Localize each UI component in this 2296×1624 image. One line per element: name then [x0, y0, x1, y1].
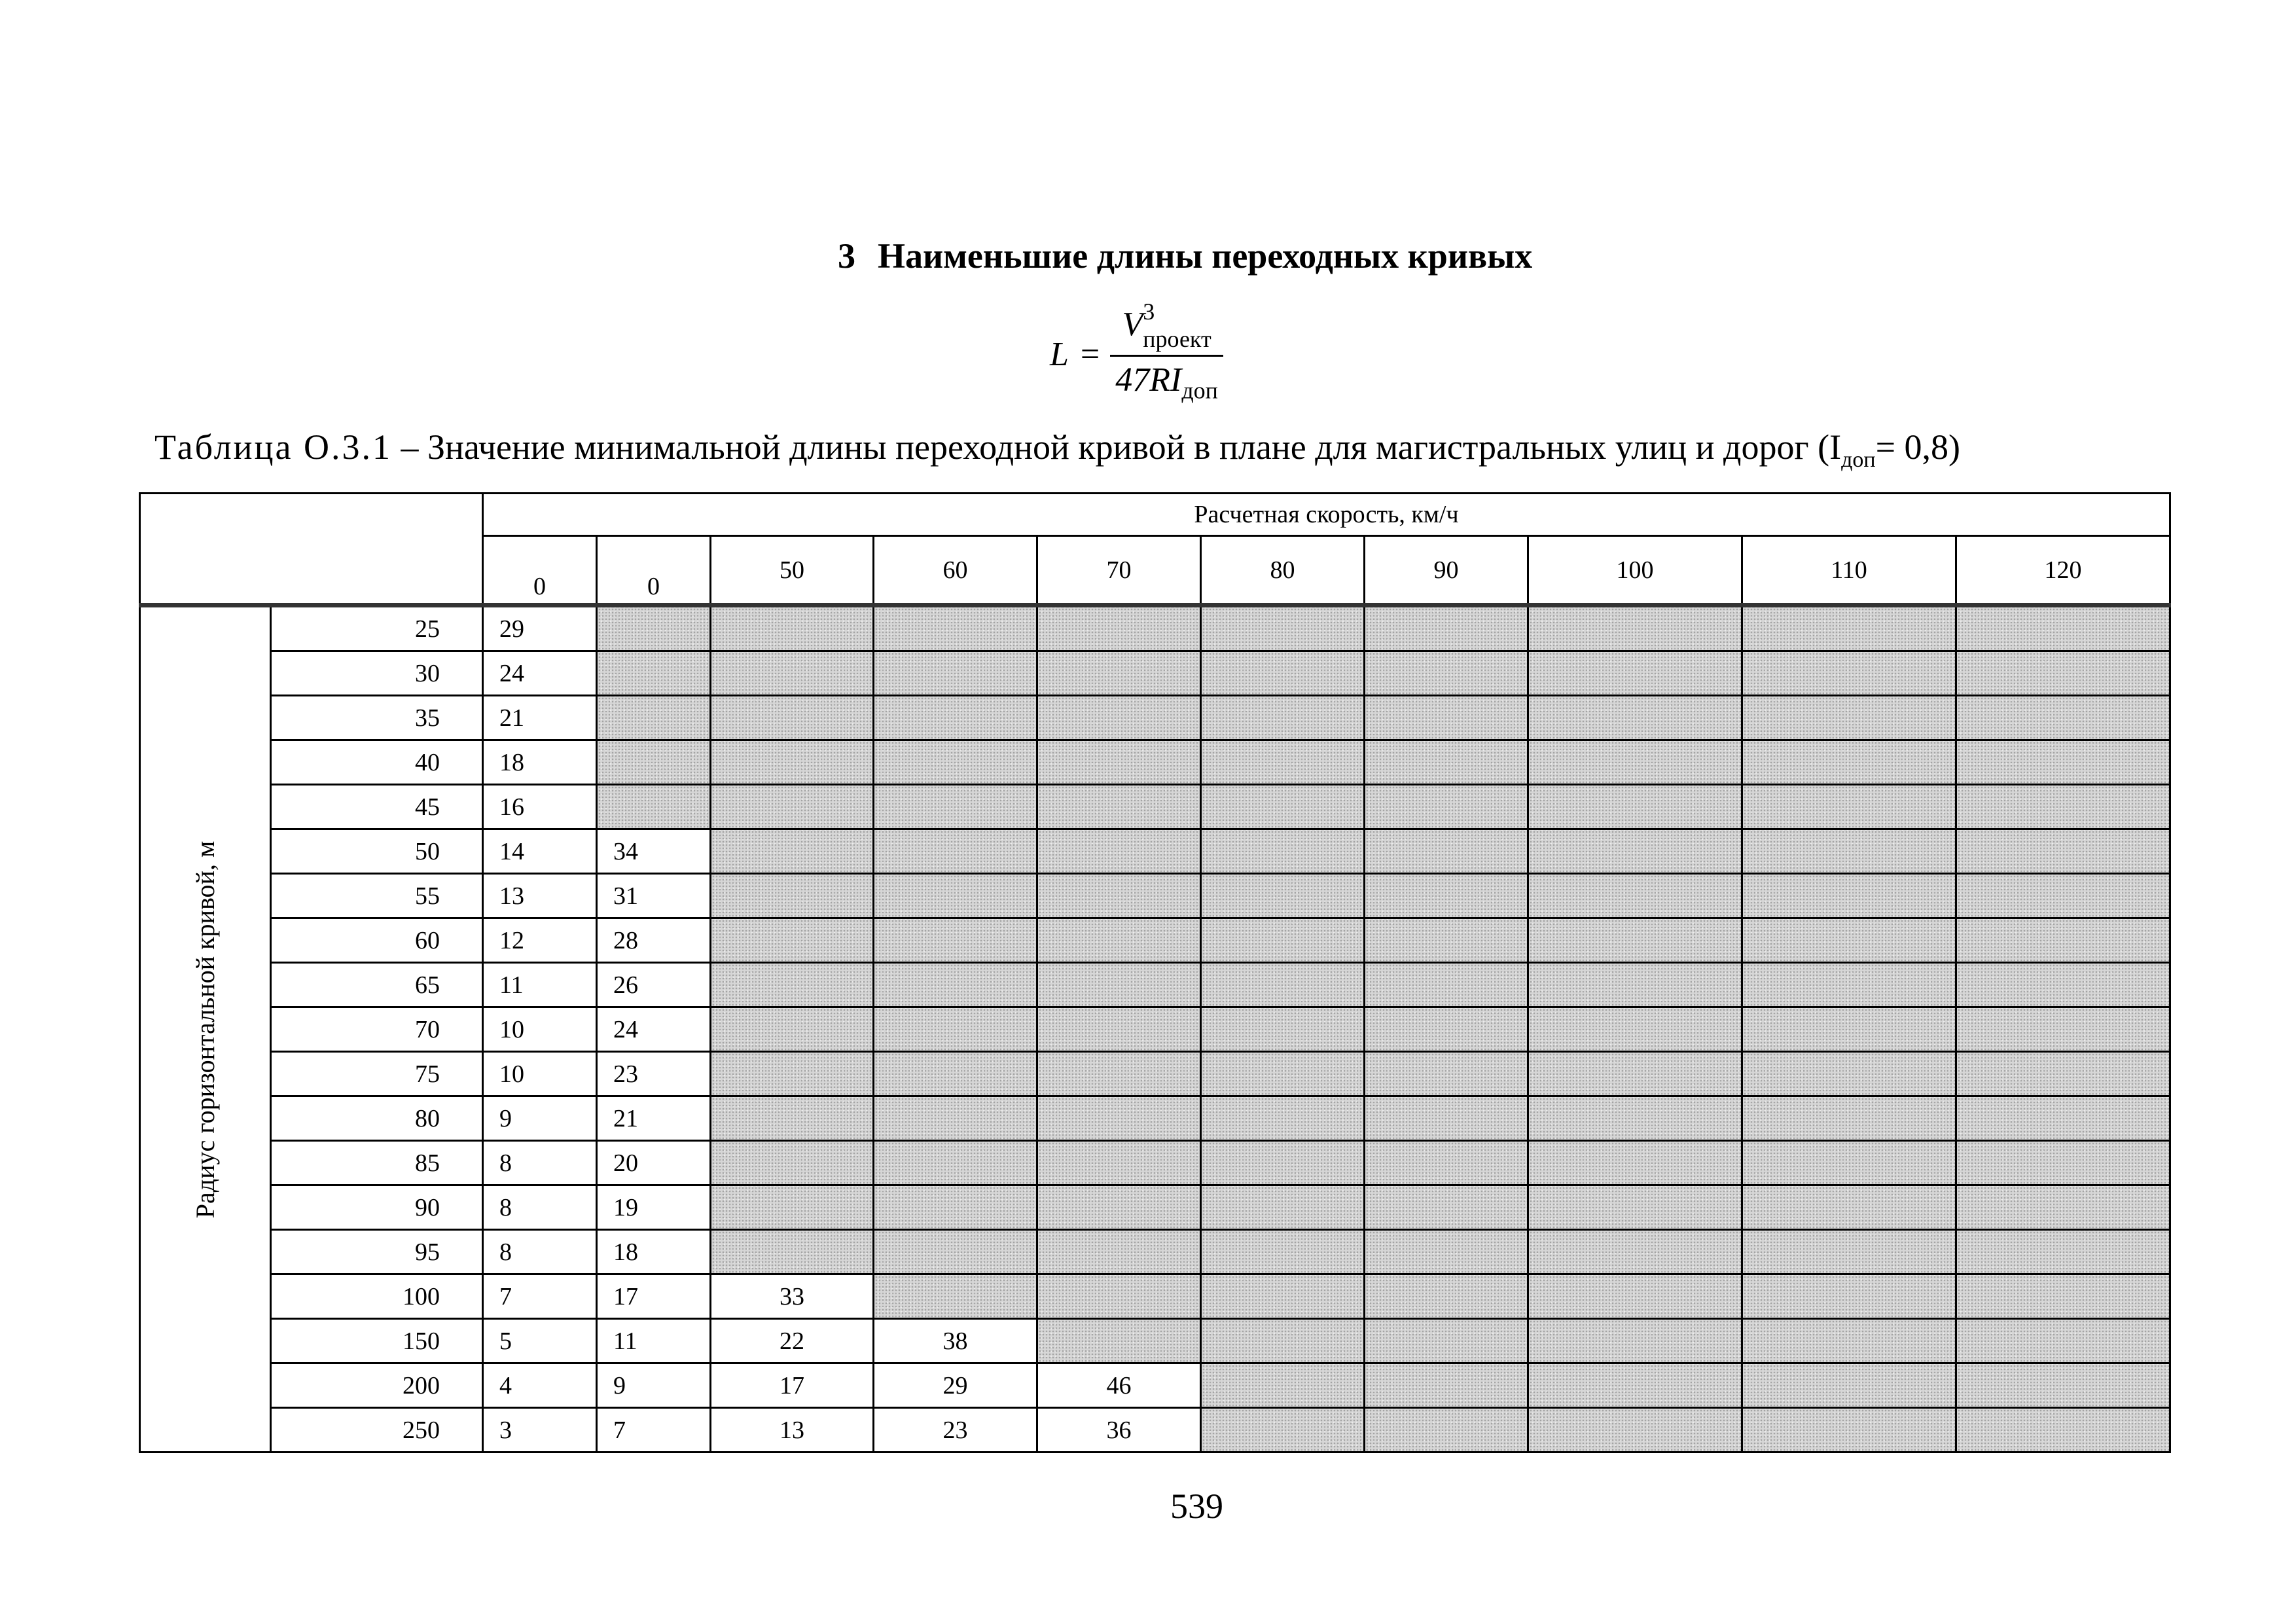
empty-shaded-cell	[1037, 1141, 1201, 1185]
empty-shaded-cell	[1365, 1096, 1528, 1141]
table-row	[140, 1141, 2170, 1185]
empty-shaded-cell	[1528, 1141, 1742, 1185]
speed-column-header: 50	[711, 536, 874, 605]
table-row	[140, 1408, 2170, 1453]
empty-shaded-cell	[1956, 1408, 2170, 1453]
empty-shaded-cell	[1956, 829, 2170, 874]
empty-shaded-cell	[874, 874, 1037, 918]
empty-shaded-cell	[1742, 1185, 1956, 1230]
empty-shaded-cell	[1742, 740, 1956, 785]
empty-shaded-cell	[1956, 918, 2170, 963]
empty-shaded-cell	[874, 1230, 1037, 1274]
empty-shaded-cell	[1956, 1363, 2170, 1408]
empty-shaded-cell	[711, 1096, 874, 1141]
empty-shaded-cell	[1037, 1096, 1201, 1141]
table-corner-cell	[140, 494, 483, 605]
empty-shaded-cell	[711, 651, 874, 696]
speed-column-header: 90	[1365, 536, 1528, 605]
length-value-cell: 10	[483, 1007, 597, 1052]
length-value-cell: 14	[483, 829, 597, 874]
table-row	[140, 963, 2170, 1007]
empty-shaded-cell	[1201, 740, 1365, 785]
empty-shaded-cell	[1742, 785, 1956, 829]
formula-denominator-subscript: доп	[1181, 377, 1218, 404]
empty-shaded-cell	[1956, 963, 2170, 1007]
radius-cell: 60	[271, 918, 483, 963]
empty-shaded-cell	[1956, 696, 2170, 740]
formula-numerator-subscript: проект	[1143, 326, 1211, 353]
table-header-row	[140, 494, 2170, 536]
empty-shaded-cell	[597, 651, 711, 696]
length-value-cell: 21	[597, 1096, 711, 1141]
empty-shaded-cell	[711, 696, 874, 740]
empty-shaded-cell	[874, 1274, 1037, 1319]
empty-shaded-cell	[874, 740, 1037, 785]
radius-axis-label: Радиус горизонтальной кривой, м	[190, 840, 220, 1218]
empty-shaded-cell	[1365, 963, 1528, 1007]
section-heading	[838, 236, 1532, 276]
empty-shaded-cell	[1365, 651, 1528, 696]
table-row	[140, 1185, 2170, 1230]
empty-shaded-cell	[711, 785, 874, 829]
empty-shaded-cell	[1365, 1007, 1528, 1052]
empty-shaded-cell	[1201, 1363, 1365, 1408]
empty-shaded-cell	[1956, 740, 2170, 785]
empty-shaded-cell	[1742, 696, 1956, 740]
empty-shaded-cell	[1037, 740, 1201, 785]
speed-column-header: 80	[1201, 536, 1365, 605]
empty-shaded-cell	[1365, 740, 1528, 785]
empty-shaded-cell	[874, 651, 1037, 696]
table-row	[140, 651, 2170, 696]
table-row	[140, 1274, 2170, 1319]
empty-shaded-cell	[1528, 1052, 1742, 1096]
empty-shaded-cell	[1201, 1052, 1365, 1096]
empty-shaded-cell	[1956, 1007, 2170, 1052]
length-value-cell: 34	[597, 829, 711, 874]
empty-shaded-cell	[1037, 605, 1201, 651]
length-value-cell: 7	[597, 1408, 711, 1453]
formula-equals: =	[1080, 335, 1100, 373]
section-number: 3	[838, 236, 855, 276]
empty-shaded-cell	[1037, 785, 1201, 829]
radius-cell: 40	[271, 740, 483, 785]
empty-shaded-cell	[1956, 1319, 2170, 1363]
empty-shaded-cell	[1528, 696, 1742, 740]
empty-shaded-cell	[1201, 1096, 1365, 1141]
length-value-cell: 20	[597, 1141, 711, 1185]
empty-shaded-cell	[1956, 874, 2170, 918]
empty-shaded-cell	[1528, 785, 1742, 829]
empty-shaded-cell	[597, 696, 711, 740]
empty-shaded-cell	[874, 1052, 1037, 1096]
empty-shaded-cell	[874, 829, 1037, 874]
empty-shaded-cell	[874, 785, 1037, 829]
empty-shaded-cell	[1742, 1052, 1956, 1096]
empty-shaded-cell	[1201, 1185, 1365, 1230]
length-value-cell: 12	[483, 918, 597, 963]
empty-shaded-cell	[874, 1141, 1037, 1185]
empty-shaded-cell	[1037, 1007, 1201, 1052]
empty-shaded-cell	[1037, 1274, 1201, 1319]
empty-shaded-cell	[1956, 1052, 2170, 1096]
empty-shaded-cell	[1742, 874, 1956, 918]
formula-denominator	[1110, 355, 1223, 404]
table-row	[140, 605, 2170, 651]
length-value-cell: 11	[483, 963, 597, 1007]
empty-shaded-cell	[874, 605, 1037, 651]
empty-shaded-cell	[1201, 1408, 1365, 1453]
empty-shaded-cell	[1365, 1052, 1528, 1096]
empty-shaded-cell	[1528, 1319, 1742, 1363]
length-value-cell: 8	[483, 1141, 597, 1185]
empty-shaded-cell	[1037, 1230, 1201, 1274]
empty-shaded-cell	[1037, 696, 1201, 740]
empty-shaded-cell	[711, 1141, 874, 1185]
section-title: Наименьшие длины переходных кривых	[878, 236, 1533, 276]
empty-shaded-cell	[1365, 1141, 1528, 1185]
empty-shaded-cell	[1528, 1230, 1742, 1274]
caption-tail: = 0,8)	[1875, 427, 1960, 467]
length-value-cell: 26	[597, 963, 711, 1007]
empty-shaded-cell	[1528, 1185, 1742, 1230]
empty-shaded-cell	[1956, 1141, 2170, 1185]
speed-column-header: 0	[483, 536, 597, 605]
length-value-cell: 46	[1037, 1363, 1201, 1408]
caption-label: Таблица О.3.1	[154, 427, 392, 467]
empty-shaded-cell	[1037, 874, 1201, 918]
empty-shaded-cell	[1742, 605, 1956, 651]
empty-shaded-cell	[1742, 963, 1956, 1007]
empty-shaded-cell	[1742, 1007, 1956, 1052]
radius-cell: 35	[271, 696, 483, 740]
empty-shaded-cell	[1201, 651, 1365, 696]
table-row	[140, 918, 2170, 963]
length-value-cell: 16	[483, 785, 597, 829]
empty-shaded-cell	[1201, 696, 1365, 740]
empty-shaded-cell	[1365, 874, 1528, 918]
length-value-cell: 10	[483, 1052, 597, 1096]
empty-shaded-cell	[1528, 1363, 1742, 1408]
formula-numerator-symbol: V	[1122, 306, 1143, 344]
empty-shaded-cell	[1742, 1096, 1956, 1141]
empty-shaded-cell	[1201, 605, 1365, 651]
radius-cell: 100	[271, 1274, 483, 1319]
empty-shaded-cell	[1037, 1185, 1201, 1230]
formula-fraction	[1110, 298, 1223, 404]
empty-shaded-cell	[1201, 1141, 1365, 1185]
length-value-cell: 13	[483, 874, 597, 918]
transition-curve-formula	[1050, 298, 1223, 410]
empty-shaded-cell	[711, 605, 874, 651]
empty-shaded-cell	[1528, 918, 1742, 963]
table-body	[140, 494, 2170, 1453]
radius-cell: 90	[271, 1185, 483, 1230]
empty-shaded-cell	[1365, 1274, 1528, 1319]
empty-shaded-cell	[1201, 829, 1365, 874]
empty-shaded-cell	[874, 696, 1037, 740]
empty-shaded-cell	[1742, 1274, 1956, 1319]
empty-shaded-cell	[1528, 1096, 1742, 1141]
empty-shaded-cell	[711, 740, 874, 785]
formula-lhs: L	[1050, 335, 1069, 373]
empty-shaded-cell	[711, 1052, 874, 1096]
table-row	[140, 740, 2170, 785]
empty-shaded-cell	[1956, 605, 2170, 651]
length-value-cell: 17	[597, 1274, 711, 1319]
length-value-cell: 31	[597, 874, 711, 918]
empty-shaded-cell	[1365, 1319, 1528, 1363]
empty-shaded-cell	[1365, 785, 1528, 829]
formula-denominator-symbol: 47RI	[1115, 361, 1182, 399]
empty-shaded-cell	[711, 1185, 874, 1230]
empty-shaded-cell	[1201, 918, 1365, 963]
radius-cell: 150	[271, 1319, 483, 1363]
empty-shaded-cell	[1528, 829, 1742, 874]
radius-cell: 75	[271, 1052, 483, 1096]
length-value-cell: 17	[711, 1363, 874, 1408]
table-row	[140, 1319, 2170, 1363]
empty-shaded-cell	[1742, 1141, 1956, 1185]
length-value-cell: 28	[597, 918, 711, 963]
empty-shaded-cell	[1365, 1408, 1528, 1453]
empty-shaded-cell	[1528, 963, 1742, 1007]
empty-shaded-cell	[1201, 874, 1365, 918]
formula-numerator	[1113, 298, 1220, 355]
length-value-cell: 8	[483, 1230, 597, 1274]
empty-shaded-cell	[711, 918, 874, 963]
empty-shaded-cell	[1742, 1230, 1956, 1274]
radius-cell: 55	[271, 874, 483, 918]
length-value-cell: 24	[597, 1007, 711, 1052]
empty-shaded-cell	[1528, 605, 1742, 651]
empty-shaded-cell	[1037, 1052, 1201, 1096]
empty-shaded-cell	[597, 605, 711, 651]
table-row	[140, 829, 2170, 874]
empty-shaded-cell	[711, 963, 874, 1007]
radius-axis-label-cell	[140, 605, 271, 1453]
table-row	[140, 785, 2170, 829]
empty-shaded-cell	[1037, 963, 1201, 1007]
radius-cell: 250	[271, 1408, 483, 1453]
empty-shaded-cell	[1365, 1230, 1528, 1274]
speed-column-header: 0	[597, 536, 711, 605]
empty-shaded-cell	[874, 1096, 1037, 1141]
radius-cell: 30	[271, 651, 483, 696]
empty-shaded-cell	[874, 1007, 1037, 1052]
empty-shaded-cell	[1037, 918, 1201, 963]
empty-shaded-cell	[1201, 1007, 1365, 1052]
empty-shaded-cell	[711, 829, 874, 874]
length-value-cell: 22	[711, 1319, 874, 1363]
length-value-cell: 23	[874, 1408, 1037, 1453]
empty-shaded-cell	[874, 1185, 1037, 1230]
table-row	[140, 1007, 2170, 1052]
table-row	[140, 1052, 2170, 1096]
radius-cell: 25	[271, 605, 483, 651]
empty-shaded-cell	[1528, 740, 1742, 785]
empty-shaded-cell	[1365, 918, 1528, 963]
empty-shaded-cell	[1742, 1319, 1956, 1363]
empty-shaded-cell	[1956, 1185, 2170, 1230]
empty-shaded-cell	[1201, 785, 1365, 829]
empty-shaded-cell	[1037, 651, 1201, 696]
length-value-cell: 3	[483, 1408, 597, 1453]
radius-cell: 85	[271, 1141, 483, 1185]
radius-cell: 70	[271, 1007, 483, 1052]
length-value-cell: 23	[597, 1052, 711, 1096]
length-value-cell: 18	[483, 740, 597, 785]
empty-shaded-cell	[1201, 963, 1365, 1007]
empty-shaded-cell	[1742, 829, 1956, 874]
table-caption	[154, 427, 1960, 473]
length-value-cell: 18	[597, 1230, 711, 1274]
length-value-cell: 5	[483, 1319, 597, 1363]
speed-column-header: 120	[1956, 536, 2170, 605]
empty-shaded-cell	[1365, 829, 1528, 874]
empty-shaded-cell	[1365, 1363, 1528, 1408]
empty-shaded-cell	[874, 963, 1037, 1007]
empty-shaded-cell	[1742, 1408, 1956, 1453]
length-value-cell: 4	[483, 1363, 597, 1408]
empty-shaded-cell	[1528, 874, 1742, 918]
radius-cell: 45	[271, 785, 483, 829]
empty-shaded-cell	[1956, 785, 2170, 829]
length-value-cell: 7	[483, 1274, 597, 1319]
empty-shaded-cell	[1528, 651, 1742, 696]
empty-shaded-cell	[1201, 1230, 1365, 1274]
length-value-cell: 9	[597, 1363, 711, 1408]
empty-shaded-cell	[1742, 1363, 1956, 1408]
length-value-cell: 9	[483, 1096, 597, 1141]
empty-shaded-cell	[1365, 605, 1528, 651]
empty-shaded-cell	[1956, 1274, 2170, 1319]
empty-shaded-cell	[711, 1007, 874, 1052]
table-row	[140, 874, 2170, 918]
length-value-cell: 11	[597, 1319, 711, 1363]
empty-shaded-cell	[1365, 696, 1528, 740]
caption-subscript: доп	[1841, 447, 1876, 472]
table-row	[140, 1096, 2170, 1141]
empty-shaded-cell	[1365, 1185, 1528, 1230]
length-value-cell: 8	[483, 1185, 597, 1230]
speed-column-header: 60	[874, 536, 1037, 605]
page-number: 539	[1170, 1487, 1223, 1526]
empty-shaded-cell	[1201, 1319, 1365, 1363]
length-value-cell: 13	[711, 1408, 874, 1453]
length-value-cell: 36	[1037, 1408, 1201, 1453]
length-value-cell: 38	[874, 1319, 1037, 1363]
empty-shaded-cell	[1037, 1319, 1201, 1363]
length-value-cell: 24	[483, 651, 597, 696]
empty-shaded-cell	[1037, 829, 1201, 874]
empty-shaded-cell	[597, 785, 711, 829]
empty-shaded-cell	[1742, 651, 1956, 696]
length-value-cell: 19	[597, 1185, 711, 1230]
transition-length-table	[139, 492, 2171, 1453]
speed-column-header: 100	[1528, 536, 1742, 605]
empty-shaded-cell	[1528, 1408, 1742, 1453]
empty-shaded-cell	[1528, 1007, 1742, 1052]
empty-shaded-cell	[711, 874, 874, 918]
speed-header: Расчетная скорость, км/ч	[483, 494, 2170, 536]
radius-cell: 95	[271, 1230, 483, 1274]
empty-shaded-cell	[597, 740, 711, 785]
empty-shaded-cell	[711, 1230, 874, 1274]
caption-text: – Значение минимальной длины переходной кривой в плане для магистральных улиц и дорог (I	[391, 427, 1842, 467]
empty-shaded-cell	[1201, 1274, 1365, 1319]
speed-column-header: 110	[1742, 536, 1956, 605]
length-value-cell: 29	[874, 1363, 1037, 1408]
table-row	[140, 1230, 2170, 1274]
empty-shaded-cell	[874, 918, 1037, 963]
radius-cell: 80	[271, 1096, 483, 1141]
empty-shaded-cell	[1956, 1230, 2170, 1274]
empty-shaded-cell	[1956, 1096, 2170, 1141]
formula-numerator-power: 3	[1143, 298, 1155, 325]
empty-shaded-cell	[1956, 651, 2170, 696]
radius-cell: 65	[271, 963, 483, 1007]
length-value-cell: 21	[483, 696, 597, 740]
empty-shaded-cell	[1528, 1274, 1742, 1319]
empty-shaded-cell	[1742, 918, 1956, 963]
length-value-cell: 33	[711, 1274, 874, 1319]
table-row	[140, 696, 2170, 740]
speed-column-header: 70	[1037, 536, 1201, 605]
table-row	[140, 1363, 2170, 1408]
radius-cell: 50	[271, 829, 483, 874]
length-value-cell: 29	[483, 605, 597, 651]
radius-cell: 200	[271, 1363, 483, 1408]
